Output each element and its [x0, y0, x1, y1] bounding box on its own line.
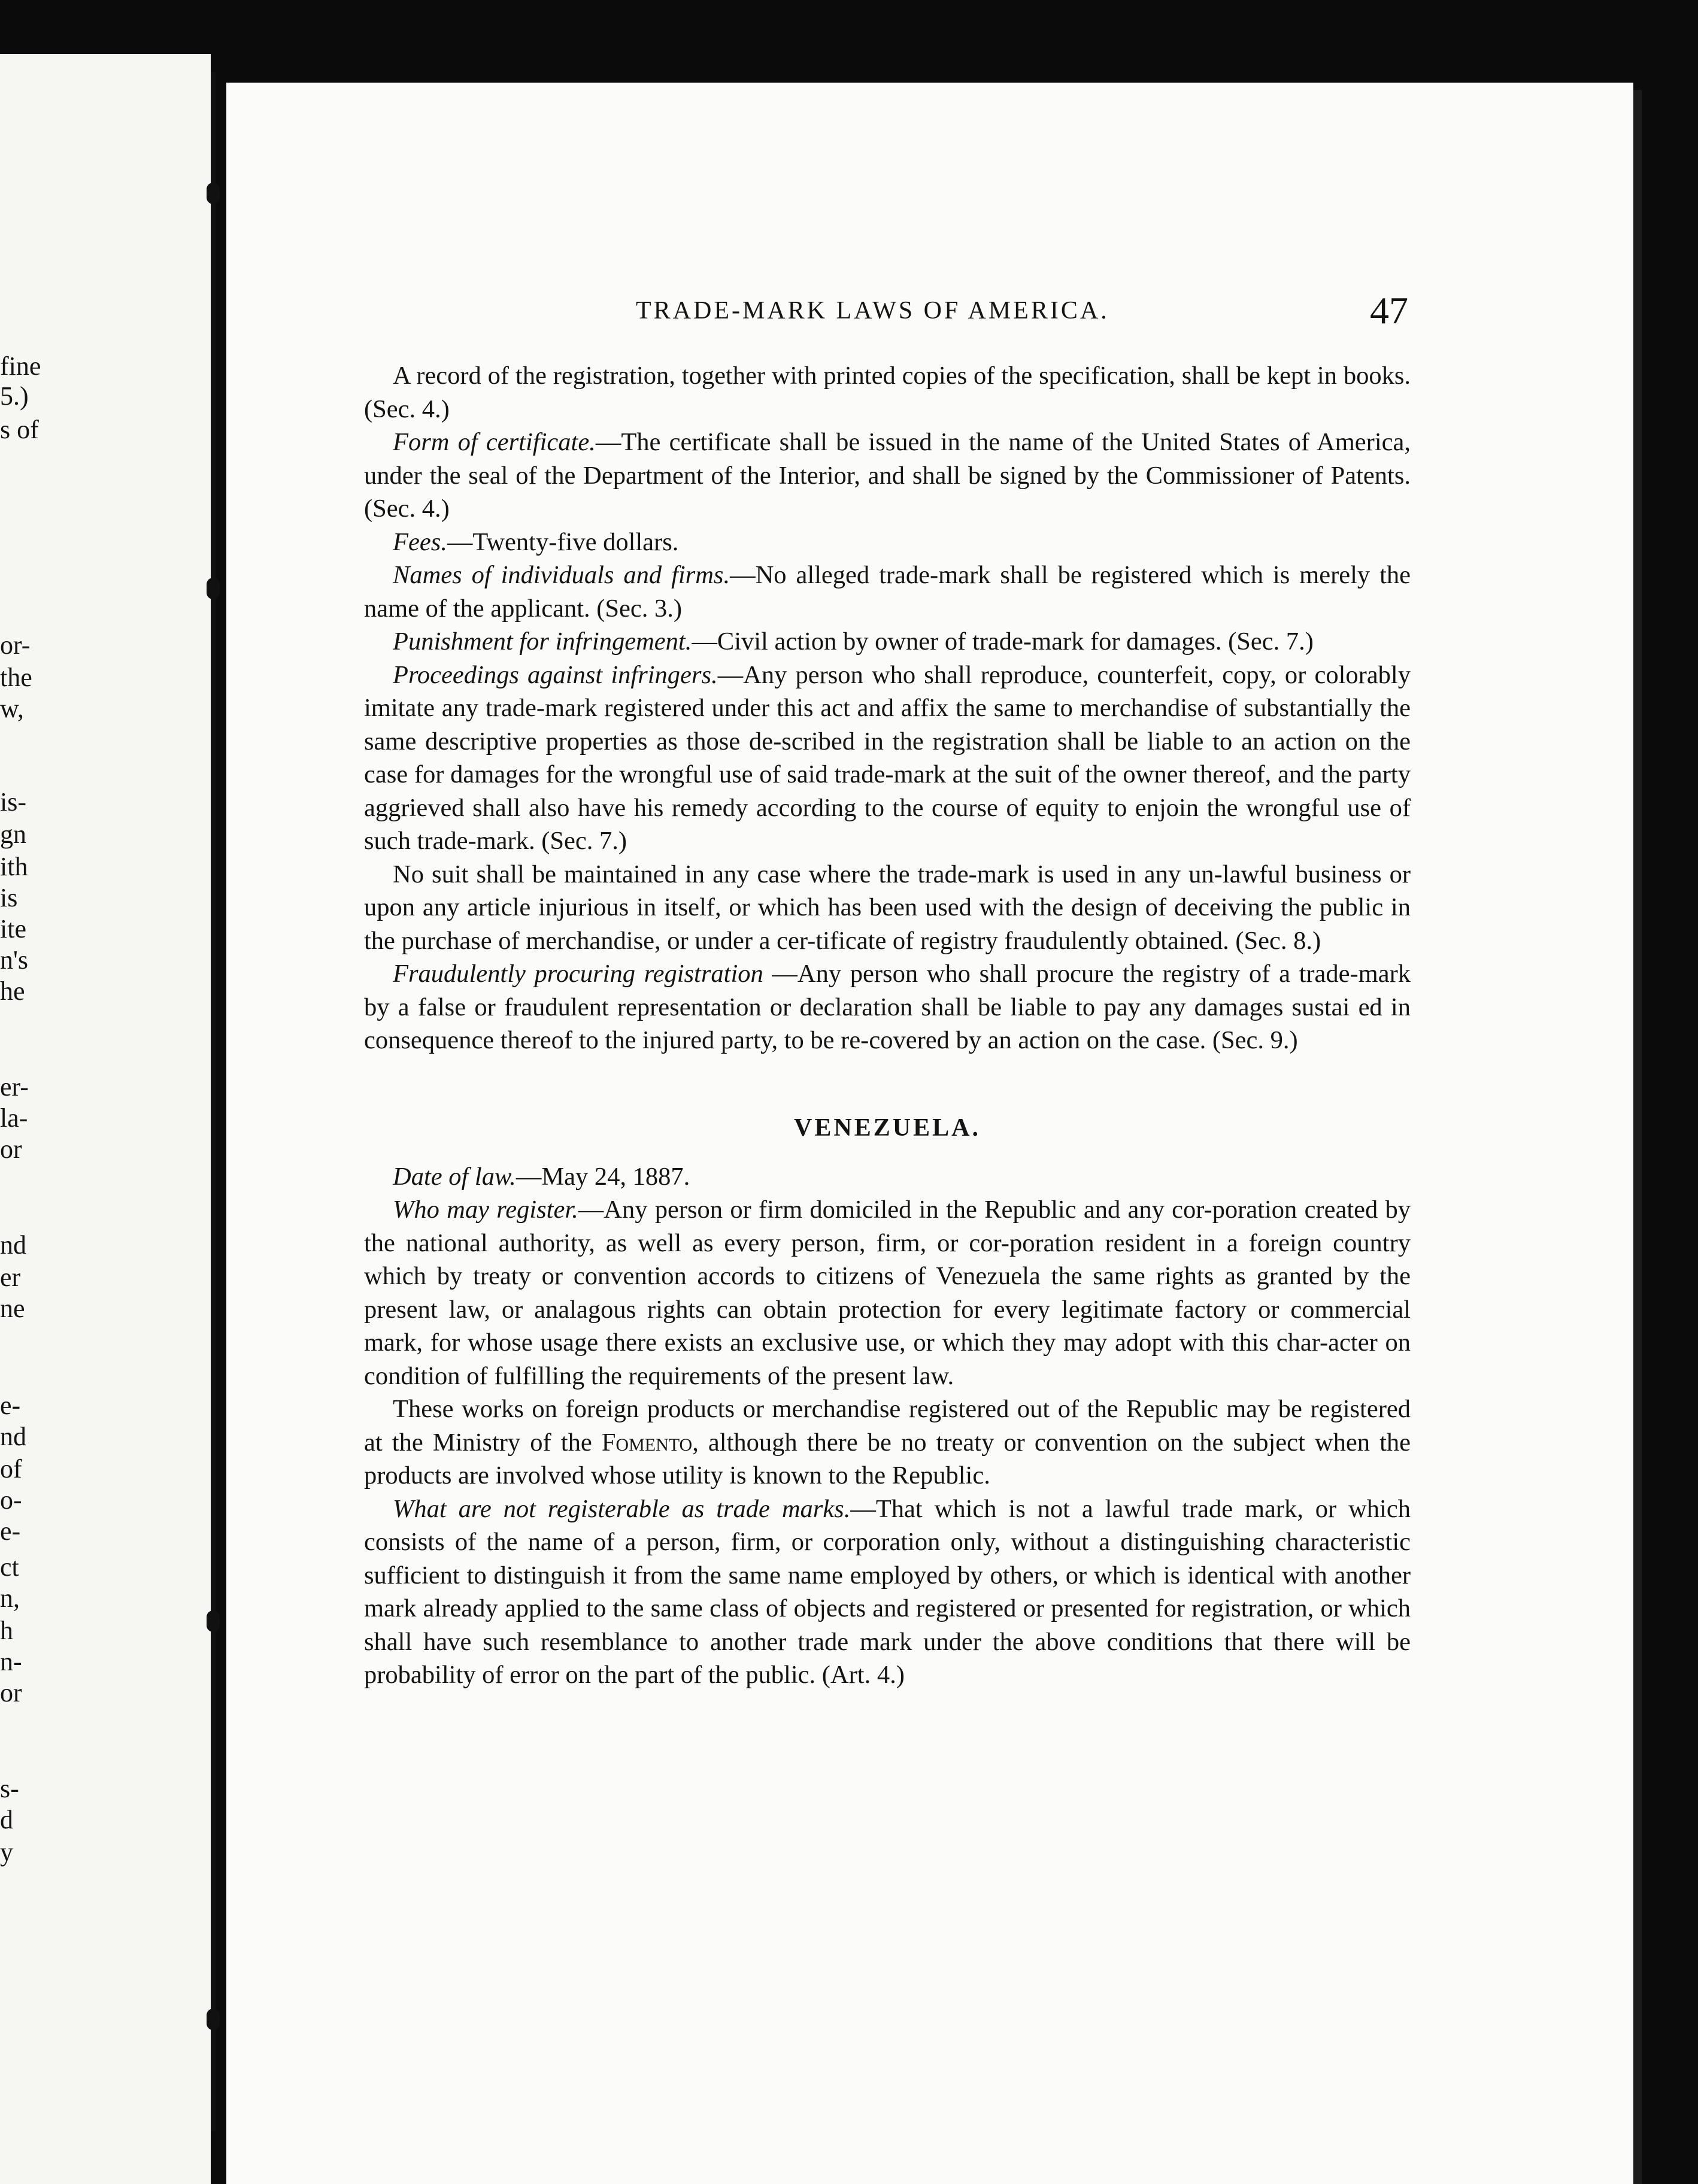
- paragraph-no-suit: [364, 858, 1411, 958]
- facing-page-fragment: ne: [0, 1294, 25, 1323]
- facing-page-fragment: d: [0, 1805, 13, 1834]
- facing-page-fragment: er: [0, 1263, 21, 1292]
- facing-page-fragment: ct: [0, 1552, 19, 1582]
- facing-page-fragment: gn: [0, 820, 26, 849]
- paragraph-lead: Proceedings against infringers.: [393, 660, 718, 689]
- page-edge-shadow: [1633, 90, 1642, 2184]
- facing-page-fragment: fine: [0, 351, 41, 381]
- paragraph-lead: Form of certificate.: [393, 428, 596, 456]
- section-heading-venezuela: VENEZUELA.: [794, 1114, 981, 1142]
- paragraph-not-registerable: [364, 1493, 1411, 1692]
- paragraph-text: —Civil action by owner of trade-mark for damages. (Sec. 7.): [692, 627, 1314, 656]
- paragraph-lead: Fees.: [393, 527, 447, 556]
- paragraph-lead: What are not registerable as trade marks.: [393, 1494, 851, 1523]
- facing-page-fragment: of: [0, 1454, 22, 1484]
- facing-page-fragment: ith: [0, 852, 28, 881]
- paragraph-who-may-register: [364, 1193, 1411, 1393]
- paragraph-text: No suit shall be maintained in any case where the trade-mark is used in any un-lawful business or upon any article injurious in itself, or which has been used with the design of deceiving the public in the purchase of merchandise, or under a cer-tificate of registry fraudulently obtained. (Sec. 8.): [364, 860, 1411, 955]
- paragraph-proceedings: [364, 659, 1411, 858]
- facing-page-fragment: or-: [0, 630, 31, 660]
- facing-page-fragment: the: [0, 663, 32, 692]
- facing-page-fragment: e-: [0, 1516, 21, 1546]
- page-number: 47: [1370, 289, 1408, 332]
- paragraph-text: —Any person who shall procure the registry of a trade-mark by a false or fraudulent representation or declaration shall be liable to pay any damages sustai ed in consequence thereof to the injured party, to be re-covered by an action on the case. (Sec. 9.): [364, 960, 1411, 1054]
- paragraph-text: A record of the registration, together with printed copies of the specification, shall be kept in books. (Sec. 4.): [364, 362, 1411, 423]
- paragraph-foreign-products: [364, 1393, 1411, 1493]
- paragraph-text: —No alleged trade-mark shall be registered which is merely the name of the applicant. (Sec. 3.): [364, 561, 1411, 623]
- facing-page-fragment: nd: [0, 1422, 26, 1451]
- book-gutter: [211, 72, 216, 2131]
- facing-page-fragment: or: [0, 1135, 22, 1164]
- paragraph-lead: Date of law.: [393, 1162, 516, 1191]
- binding-thread: [207, 578, 220, 599]
- facing-page-fragment: he: [0, 976, 25, 1006]
- facing-page-fragment: n,: [0, 1584, 20, 1613]
- paragraph-text: —The certificate shall be issued in the name of the United States of America, under the seal of the Department of the Interior, and shall be signed by the Commissioner of Patents. (Sec. 4.): [364, 428, 1411, 523]
- paragraph-text: —That which is not a lawful trade mark, or which consists of the name of a person, firm, or corporation only, without a distinguishing characteristic sufficient to distinguish it from the same name employed by others, or which is identical with another mark already applied to the same class of objects and registered or presented for registration, or which shall have such resemblance to another trade mark under the above conditions that there will be probability of error on the part of the public. (Art. 4.): [364, 1494, 1411, 1689]
- paragraph-date-of-law: [364, 1160, 1411, 1194]
- paragraph-fraudulently-procuring: [364, 957, 1411, 1057]
- facing-page-fragment: e-: [0, 1391, 21, 1420]
- facing-page-fragment: s of: [0, 415, 39, 444]
- paragraph-lead: Who may register.: [393, 1196, 578, 1224]
- running-head: TRADE-MARK LAWS OF AMERICA.: [636, 297, 1109, 324]
- paragraph-text: These works on foreign products or merchandise registered out of the Republic may be registered at the Ministry of the: [364, 1395, 1411, 1457]
- facing-page-fragment: h: [0, 1616, 13, 1645]
- facing-page-fragment: y: [0, 1837, 13, 1867]
- binding-thread: [207, 2009, 220, 2030]
- facing-page-fragment: o-: [0, 1485, 22, 1515]
- facing-page-fragment: s-: [0, 1774, 19, 1803]
- ministry-name: Fomento: [601, 1428, 693, 1457]
- facing-page-fragment: nd: [0, 1230, 26, 1260]
- facing-page-fragment: n-: [0, 1647, 22, 1676]
- facing-page-strip: [0, 54, 211, 2184]
- facing-page-fragment: is-: [0, 787, 26, 817]
- paragraph-text: —Any person or firm domiciled in the Republic and any cor-poration created by the national authority, as well as every person, firm, or cor-poration resident in a foreign country which by treaty or convention accords to citizens of Venezuela the same rights as granted by the present law, or analagous rights can obtain protection for every legitimate factory or commercial mark, for whose usage there exists an exclusive use, or which they may adopt with this char-acter on condition of fulfilling the requirements of the present law.: [364, 1196, 1411, 1390]
- paragraph-form-of-certificate: [364, 426, 1411, 526]
- paragraph-lead: Fraudulently procuring registration: [393, 960, 763, 988]
- paragraph-lead: Punishment for infringement.: [393, 627, 692, 656]
- facing-page-fragment: n's: [0, 945, 29, 975]
- paragraph-punishment: [364, 625, 1411, 659]
- facing-page-fragment: or: [0, 1678, 22, 1707]
- paragraph-fees: [364, 526, 1411, 559]
- paragraph-text: —Any person who shall reproduce, counterfeit, copy, or colorably imitate any trade-mark registered under this act and affix the same to merchandise of substantially the same descriptive properties as those de-scribed in the registration shall be liable to an action on the case for damages for the wrongful use of said trade-mark at the suit of the owner thereof, and the party aggrieved shall also have his remedy according to the course of equity to enjoin the wrongful use of such trade-mark. (Sec. 7.): [364, 660, 1411, 855]
- facing-page-fragment: 5.): [0, 381, 29, 411]
- paragraph-names: [364, 559, 1411, 625]
- binding-thread: [207, 183, 220, 204]
- page-body: [364, 359, 1411, 1692]
- facing-page-fragment: is: [0, 883, 18, 912]
- paragraph-lead: Names of individuals and firms.: [393, 561, 730, 589]
- paragraph-record: [364, 359, 1411, 426]
- facing-page-fragment: ite: [0, 914, 26, 944]
- facing-page-fragment: la-: [0, 1103, 28, 1133]
- paragraph-text: —May 24, 1887.: [516, 1162, 690, 1191]
- facing-page-fragment: er-: [0, 1072, 29, 1102]
- facing-page-fragment: w,: [0, 694, 24, 723]
- binding-thread: [207, 1610, 220, 1632]
- facing-page-text-fragments: [0, 54, 211, 2184]
- paragraph-text: , although there be no treaty or convention on the subject when the products are involved whose utility is known to the Republic.: [364, 1428, 1411, 1490]
- paragraph-text: —Twenty-five dollars.: [447, 527, 679, 556]
